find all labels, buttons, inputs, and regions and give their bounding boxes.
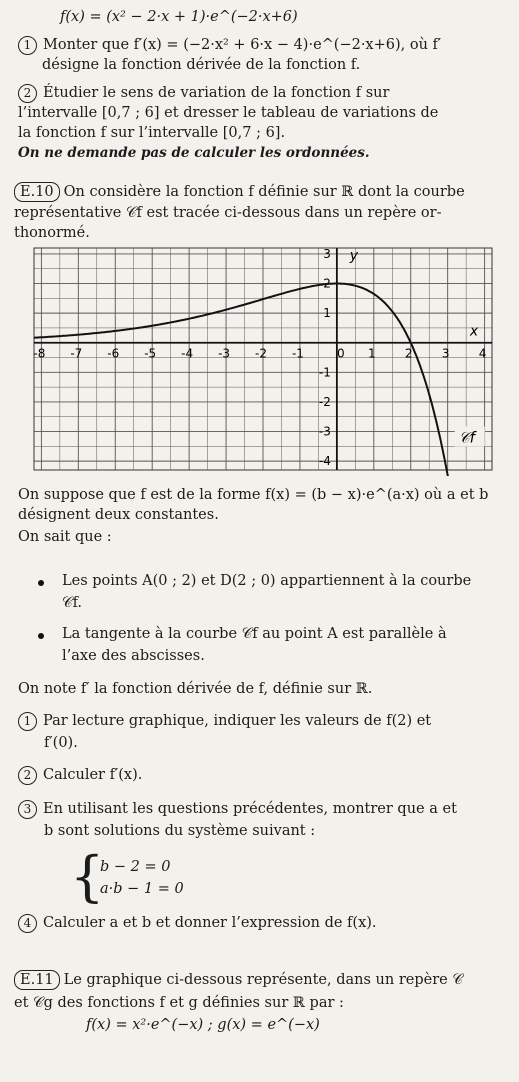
system-eq2: a·b − 1 = 0	[100, 881, 184, 897]
x-tick-label: 4	[478, 346, 487, 361]
question-4-number: 4	[18, 914, 37, 933]
function-graph	[28, 242, 498, 476]
system-brace: {	[70, 845, 105, 908]
function-definition: f(x) = (x² − 2·x + 1)·e^(−2·x+6)	[60, 9, 298, 25]
x-axis-label: x	[469, 323, 479, 340]
x-tick-label: -7	[70, 346, 83, 361]
question-1-line1	[18, 712, 513, 731]
x-tick-label: -8	[33, 346, 46, 361]
y-tick-label: -1	[318, 365, 331, 380]
x-tick-label: -4	[181, 346, 194, 361]
q2-number: 2	[18, 84, 37, 103]
q1-number: 1	[18, 36, 37, 55]
e10-label: E.10	[14, 182, 60, 202]
y-tick-label: 1	[323, 306, 331, 321]
y-tick-label: 3	[323, 246, 331, 261]
q2-line1	[18, 84, 513, 103]
question-3-number: 3	[18, 800, 37, 819]
q1-line2: désigne la fonction dérivée de la fonction f.	[42, 57, 361, 73]
q2-text-1: Étudier le sens de variation de la fonction f sur	[43, 85, 390, 101]
e10-line3: thonormé.	[14, 225, 90, 241]
e10-text-1: On considère la fonction f définie sur ℝ dont la courbe	[63, 184, 465, 200]
x-tick-label: -6	[107, 346, 120, 361]
curve-label-box	[455, 426, 485, 446]
curve-label: 𝒞f	[458, 428, 475, 447]
e10-line2: représentative 𝒞f est tracée ci-dessous dans un repère or-	[14, 205, 442, 221]
x-tick-label: 0	[337, 346, 345, 361]
bullet-1-line1: Les points A(0 ; 2) et D(2 ; 0) appartiennent à la courbe	[62, 573, 472, 589]
bullet-2-line2: l’axe des abscisses.	[62, 648, 205, 664]
x-tick-label: -3	[218, 346, 231, 361]
bullet-1-line2: 𝒞f.	[62, 595, 83, 611]
form-line2: désignent deux constantes.	[18, 507, 219, 523]
question-4-line1	[18, 914, 513, 933]
bullet-2-dot	[38, 633, 44, 639]
question-1-line2: f′(0).	[44, 735, 78, 751]
question-2-line1	[18, 766, 513, 785]
bullet-2-line1: La tangente à la courbe 𝒞f au point A est parallèle à	[62, 626, 447, 642]
y-axis-label: y	[349, 247, 359, 264]
question-2-number: 2	[18, 766, 37, 785]
q2-line4: On ne demande pas de calculer les ordonnées.	[18, 145, 370, 161]
question-3-text: En utilisant les questions précédentes, montrer que a et	[43, 801, 457, 817]
note-line: On note f′ la fonction dérivée de f, définie sur ℝ.	[18, 681, 373, 697]
question-2-text: Calculer f′(x).	[43, 767, 143, 783]
y-tick-label: -4	[318, 454, 331, 469]
x-tick-label: -1	[291, 346, 304, 361]
q1-text-1: Monter que f′(x) = (−2·x² + 6·x − 4)·e^(−2·x+6), où f′	[43, 37, 442, 53]
y-tick-label: -3	[318, 424, 331, 439]
e11-text-1: Le graphique ci-dessous représente, dans un repère 𝒞	[63, 972, 463, 988]
question-4-text: Calculer a et b et donner l’expression de f(x).	[43, 915, 377, 931]
bullet-1-dot	[38, 580, 44, 586]
question-1-text: Par lecture graphique, indiquer les valeurs de f(2) et	[43, 713, 432, 729]
e11-line2: et 𝒞g des fonctions f et g définies sur ℝ par :	[14, 995, 344, 1011]
form-line1: On suppose que f est de la forme f(x) = (b − x)·e^(a·x) où a et b	[18, 487, 489, 503]
q2-line2: l’intervalle [0,7 ; 6] et dresser le tableau de variations de	[18, 105, 439, 121]
e11-line3: f(x) = x²·e^(−x) ; g(x) = e^(−x)	[86, 1017, 320, 1033]
y-tick-label: 2	[323, 276, 331, 291]
system-eq1: b − 2 = 0	[100, 859, 171, 875]
e10-line1	[14, 182, 513, 202]
question-3-line2: b sont solutions du système suivant :	[44, 823, 316, 839]
q1-line1	[18, 36, 513, 55]
x-tick-label: 3	[441, 346, 450, 361]
question-3-line1	[18, 800, 513, 819]
form-line3: On sait que :	[18, 529, 112, 545]
y-tick-label: -2	[318, 394, 331, 409]
x-tick-label: -2	[255, 346, 267, 361]
curve-cf	[34, 284, 450, 477]
e11-line1	[14, 970, 513, 990]
x-tick-label: 2	[404, 346, 413, 361]
question-1-number: 1	[18, 712, 37, 731]
q2-line3: la fonction f sur l’intervalle [0,7 ; 6].	[18, 125, 286, 141]
e11-label: E.11	[14, 970, 60, 990]
x-tick-label: 1	[367, 346, 376, 361]
x-tick-label: -5	[144, 346, 157, 361]
